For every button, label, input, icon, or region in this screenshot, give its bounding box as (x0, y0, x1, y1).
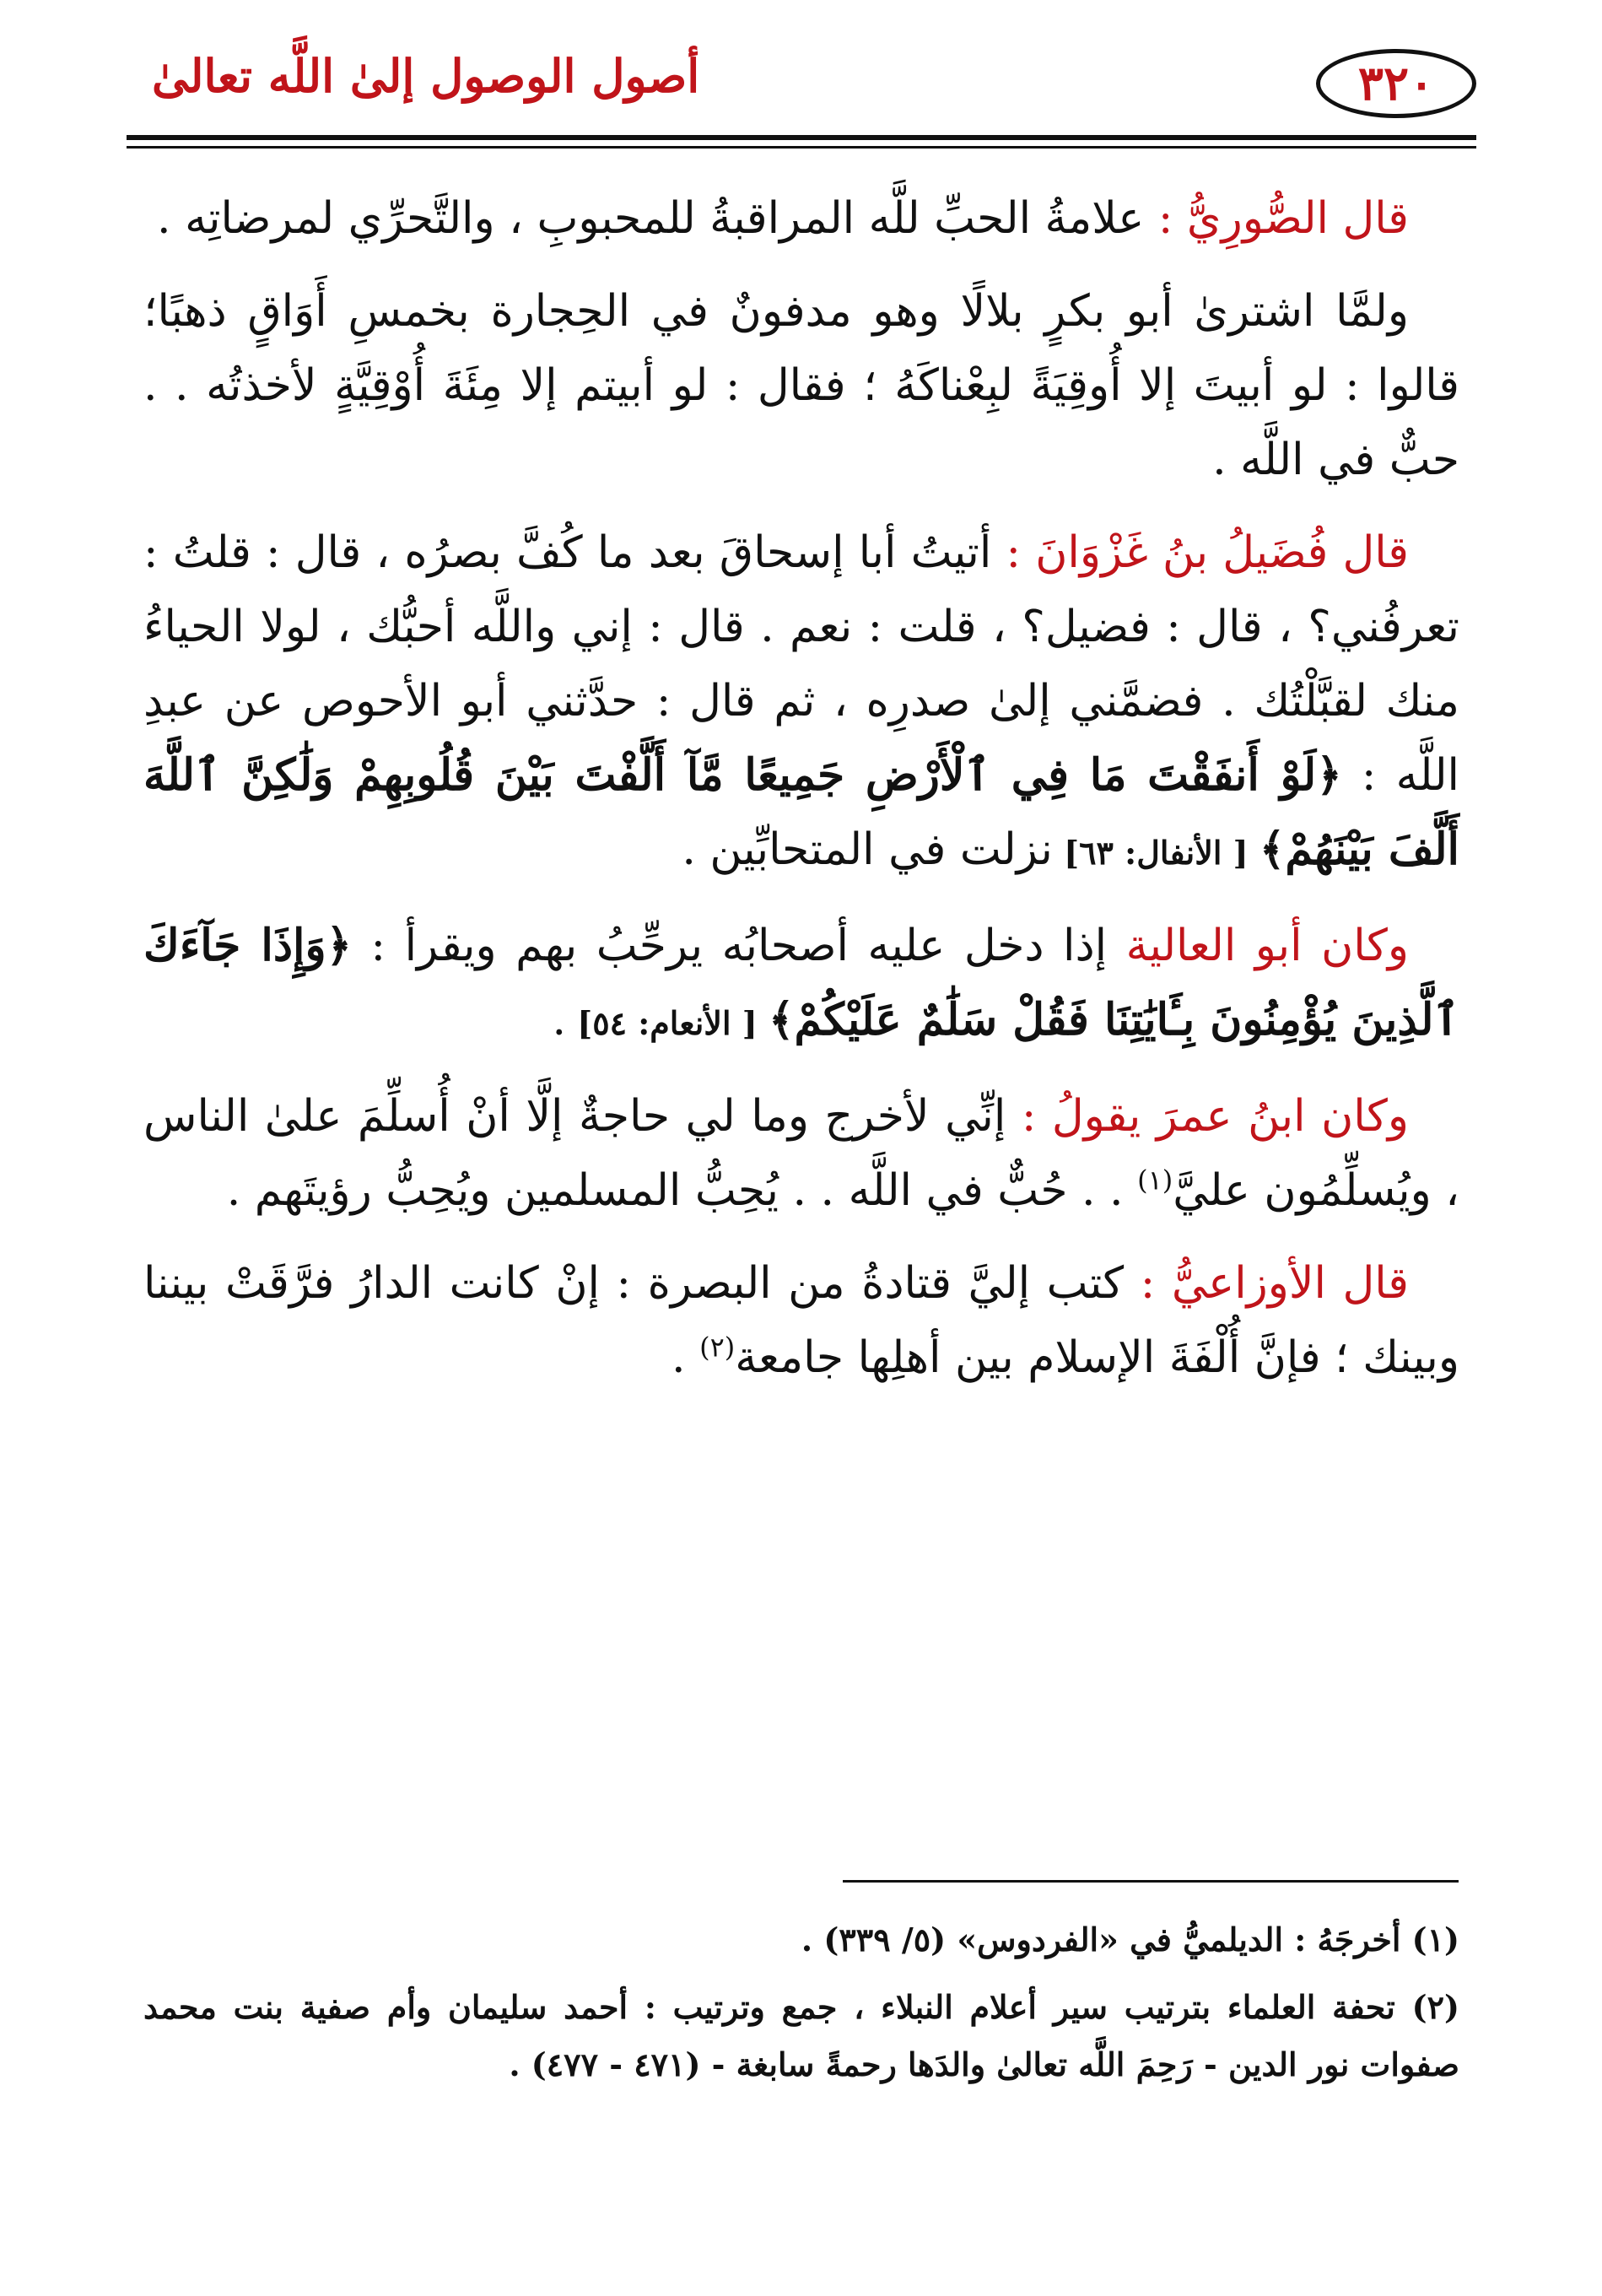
speaker-name: قال الأوزاعيُّ : (1140, 1258, 1409, 1309)
paragraph-ibnumar (143, 1079, 1459, 1228)
header-rule-thick (127, 135, 1476, 140)
page-header (127, 42, 1476, 143)
paragraph-fudayl (143, 516, 1459, 890)
speaker-name: وكان أبو العالية (1125, 921, 1409, 971)
paragraph-text: إنِّي لأخرج وما لي حاجةٌ إلَّا أنْ أُسلِّمَ علىٰ الناس ، ويُسلِّمُون عليَّ (143, 1091, 1459, 1216)
paragraph-abulaliya (143, 909, 1459, 1061)
main-text (143, 181, 1459, 1413)
footnotes (143, 1911, 1459, 2104)
footnote-separator (843, 1880, 1459, 1883)
page-number: ٣٢٠ (1316, 49, 1476, 118)
footnote-marker: (١) (1137, 1164, 1173, 1197)
paragraph-text: كتب إليَّ قتادةُ من البصرة : إنْ كانت الدارُ فرَّقَتْ بيننا وبينك ؛ فإنَّ أُلْفَةَ الإسلام بين أهلِها جامعة (143, 1258, 1459, 1383)
paragraph-text: أتيتُ أبا إسحاقَ بعد ما كُفَّ بصرُه ، قال : قلتُ : تعرفُني؟ ، قال : فضيل؟ ، قلت : نعم . قال : إني واللَّه أحبُّك ، لولا الحياءُ منك لقبَّلْتُك . فضمَّني إلىٰ صدرِه ، ثم قال : حدَّثني أبو الأحوص عن عبدِ اللَّه : (143, 527, 1459, 801)
verse-reference: [ الأنعام: ٥٤] (565, 1004, 769, 1042)
paragraph-text: . . حُبٌّ في اللَّه . . يُحِبُّ المسلمين ويُحِبُّ رؤيتَهم . (226, 1165, 1138, 1216)
paragraph-sury (143, 181, 1459, 256)
speaker-name: قال الصُّورِيُّ : (1157, 193, 1409, 244)
speaker-name: وكان ابنُ عمرَ يقولُ : (1021, 1091, 1409, 1142)
paragraph-abubakr (143, 274, 1459, 497)
paragraph-text: علامةُ الحبِّ للَّه المراقبةُ للمحبوبِ ، والتَّحرِّي لمرضاتِه . (157, 193, 1158, 244)
paragraph-text: ولمَّا اشترىٰ أبو بكرٍ بلالًا وهو مدفونٌ في الحِجارة بخمسِ أَوَاقٍ ذهبًا؛ قالوا : لو أبيتَ إلا أُوقِيَةً لبِعْناكَهُ ؛ فقال : لو أبيتم إلا مِئَةَ أُوْقِيَّةٍ لأخذتُه . . حبٌّ في اللَّه . (143, 286, 1459, 485)
footnote-1: (١) أخرجَهُ : الديلميُّ في «الفردوس» (٥/ ٣٣٩) . (801, 1921, 1459, 1958)
header-rule-thin (127, 146, 1476, 149)
paragraph-text: نزلت في المتحابِّين . (682, 824, 1053, 875)
speaker-name: قال فُضَيلُ بنُ غَزْوَانَ : (1006, 527, 1409, 578)
book-title: أصول الوصول إلىٰ اللَّه تعالىٰ (152, 49, 700, 103)
verse-reference: [ الأنفال: ٦٣] (1052, 834, 1259, 872)
quran-verse: ﴿لَوْ أَنفَقْتَ مَا فِي ٱلْأَرْضِ جَمِيعًا مَّآ أَلَّفْتَ بَيْنَ قُلُوبِهِمْ وَلَٰكِنَّ ٱللَّهَ أَلَّفَ بَيْنَهُمْ﴾ (143, 749, 1459, 875)
paragraph-text: إذا دخل عليه أصحابُه يرحِّبُ بهم ويقرأ : (352, 921, 1126, 971)
footnote-marker: (٢) (699, 1331, 736, 1364)
quran-verse: ﴿وَإِذَا جَآءَكَ ٱلَّذِينَ يُؤْمِنُونَ بِـَٔايَٰتِنَا فَقُلْ سَلَٰمٌ عَلَيْكُمْ﴾ (143, 920, 1459, 1045)
paragraph-awzai (143, 1246, 1459, 1395)
footnote-2: (٢) تحفة العلماء بترتيب سير أعلام النبلاء ، جمع وترتيب : أحمد سليمان وأم صفية بنت محمد صفوات نور الدين - رَحِمَ اللَّه تعالىٰ والدَها رحمةً سابغة - (٤٧١ - ٤٧٧) . (143, 1988, 1459, 2083)
paragraph-text: . (552, 995, 566, 1045)
paragraph-text: . (672, 1332, 700, 1383)
